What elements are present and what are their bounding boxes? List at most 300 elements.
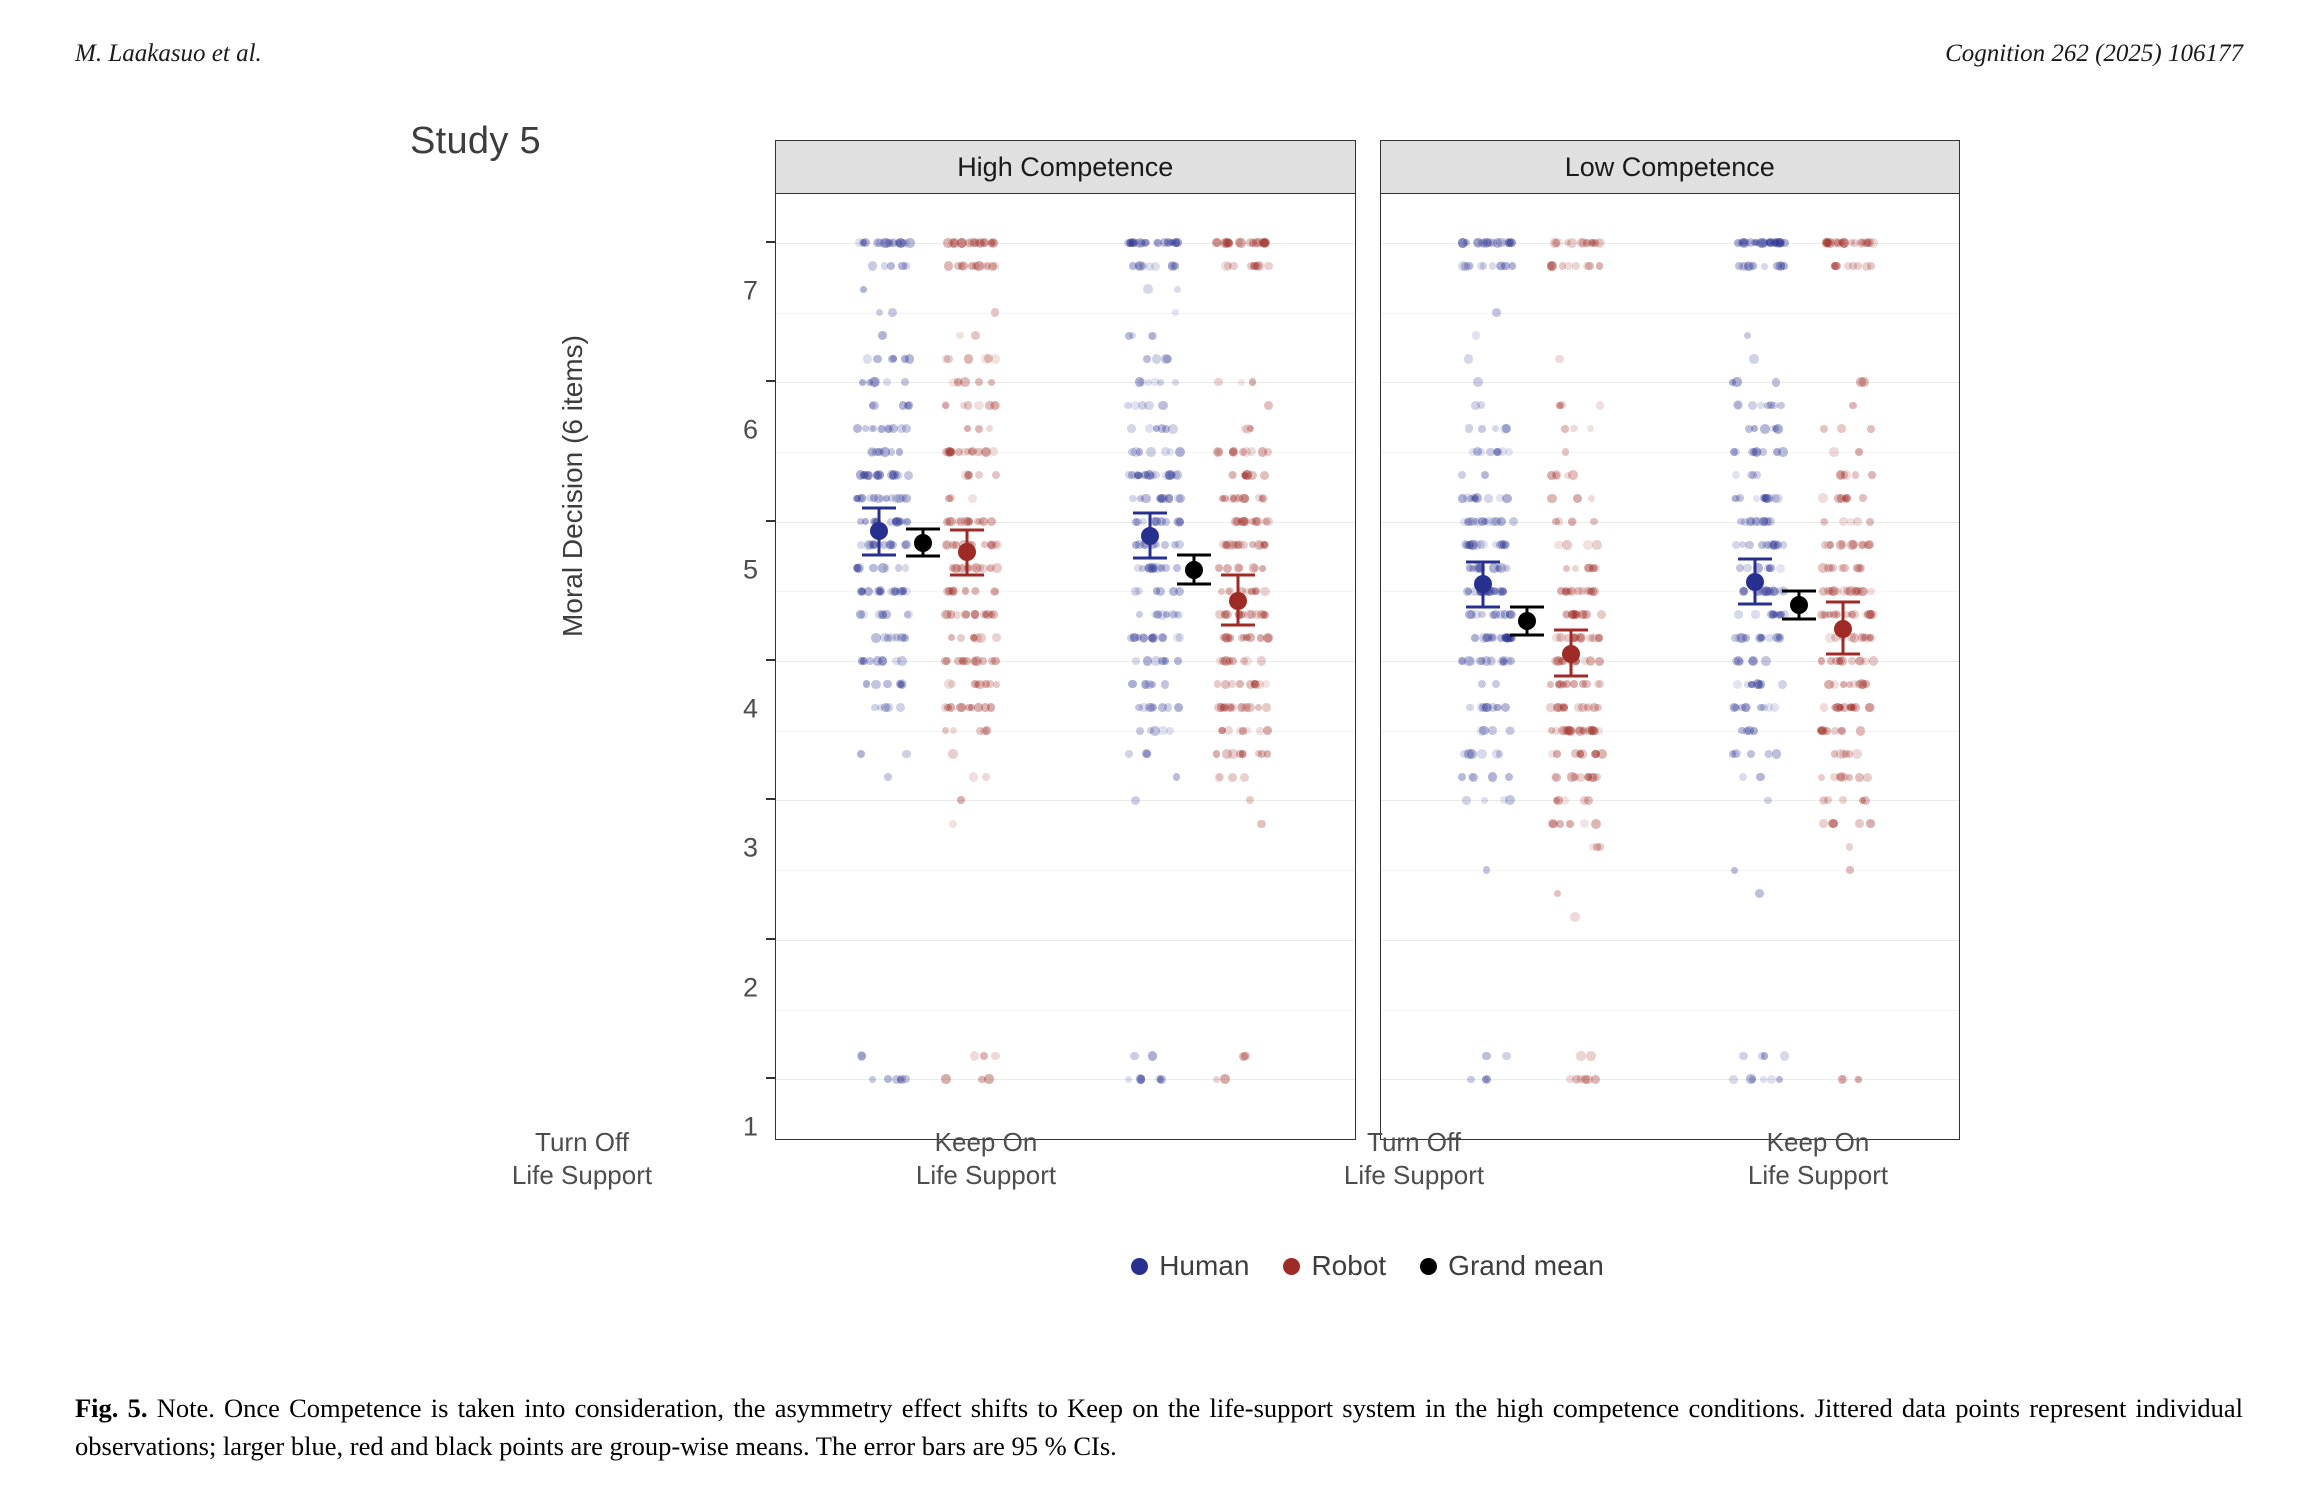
data-point [1165,470,1175,480]
data-point [1564,262,1572,270]
data-point [860,286,867,293]
y-tick-mark [766,938,775,940]
data-point [1246,680,1255,689]
data-point [1580,610,1588,618]
error-bar-cap [906,555,940,558]
data-point [1596,634,1604,642]
data-point [1777,402,1784,409]
data-point [1489,634,1496,641]
data-point [1262,703,1270,711]
data-point [901,634,909,642]
data-point [965,471,973,479]
data-point [1591,819,1601,829]
data-point [888,494,896,502]
data-point [987,564,994,571]
data-point [1584,704,1592,712]
data-point [954,262,963,271]
data-point [1502,634,1509,641]
data-point [1461,540,1470,549]
data-point [1735,262,1742,269]
data-point [1221,495,1229,503]
data-point [1254,540,1264,550]
y-axis-title: Moral Decision (6 items) [557,335,588,637]
data-point [1237,703,1246,712]
data-point [1479,633,1489,643]
data-point [1147,703,1157,713]
data-point [883,564,891,572]
data-point [1149,633,1159,643]
data-point [1859,680,1868,689]
data-point [1229,471,1237,479]
data-point [1472,540,1481,549]
data-point [1494,704,1501,711]
data-point [1767,540,1777,550]
data-point [1216,773,1225,782]
data-point [1556,402,1564,410]
data-point [1481,471,1490,480]
panel-low-competence [1380,140,1961,1140]
data-point [953,611,961,619]
data-point [947,703,955,711]
data-point [1236,680,1244,688]
data-point [1230,494,1240,504]
x-labels-panel [1212,1118,2020,1208]
data-point [1761,494,1769,502]
data-point [1175,611,1183,619]
data-point [1577,633,1586,642]
data-point [1464,262,1473,271]
data-point [1161,354,1170,363]
data-point [1242,472,1249,479]
data-point [1129,262,1137,270]
data-point [1828,819,1837,828]
data-point [1153,610,1162,619]
data-point [1463,493,1473,503]
data-point [887,541,894,548]
data-point [1557,633,1566,642]
data-point [976,564,983,571]
data-point [1235,564,1242,571]
data-point [1154,611,1162,619]
data-point [1135,704,1143,712]
data-point [1586,634,1594,642]
data-point [974,261,984,271]
data-point [1732,495,1739,502]
data-point [964,471,973,480]
data-point [1158,703,1167,712]
data-point [1553,703,1562,712]
data-point [980,1052,988,1060]
data-point [894,494,904,504]
data-point [1748,401,1757,410]
data-point [1867,634,1874,641]
data-point [1472,495,1480,503]
data-point [1742,703,1751,712]
data-point [1497,634,1505,642]
data-point [895,564,903,572]
data-point [1840,703,1849,712]
data-point [1176,494,1186,504]
data-point [1506,611,1514,619]
data-point [1866,819,1875,828]
data-point [1217,703,1225,711]
data-point [1458,261,1468,271]
data-point [893,471,901,479]
data-point [1145,424,1154,433]
data-point [1469,565,1476,572]
data-point [1477,262,1485,270]
data-point [1458,494,1467,503]
data-point [878,563,888,573]
data-point [1850,680,1858,688]
data-point [1172,541,1179,548]
data-point [1142,680,1151,689]
data-point [1228,540,1237,549]
data-point [1733,680,1742,689]
y-tick-label: 3 [742,832,758,863]
gridline-minor [776,313,1355,314]
data-point [1841,773,1849,781]
data-point [1741,703,1750,712]
data-point [1249,563,1258,572]
data-point [957,634,966,643]
data-point [1868,610,1877,619]
caption-label: Fig. 5. [75,1393,148,1423]
data-point [1149,332,1157,340]
data-point [892,633,901,642]
data-point [972,633,982,643]
y-tick-label: 7 [742,275,758,306]
data-point [1139,565,1146,572]
data-point [1744,681,1751,688]
data-point [886,540,895,549]
data-point [1141,494,1151,504]
data-point [1762,541,1769,548]
data-point [1478,611,1486,619]
data-point [1829,564,1838,573]
error-bar-cap [1510,605,1544,608]
data-point [1478,680,1486,688]
y-tick-mark [766,380,775,382]
data-point [1215,773,1224,782]
data-point [983,610,993,620]
data-point [1553,750,1560,757]
data-point [853,495,861,503]
data-point [853,495,860,502]
data-point [1228,704,1235,711]
data-point [1224,262,1232,270]
data-point [1836,704,1844,712]
gridline-minor [1381,731,1960,732]
data-point [1222,633,1232,643]
data-point [1576,633,1586,643]
data-point [1144,470,1154,480]
data-point [1228,680,1236,688]
data-point [884,634,892,642]
data-point [1839,541,1846,548]
error-bar-cap [1738,602,1772,605]
data-point [1560,703,1569,712]
data-point [1855,564,1864,573]
data-point [1553,472,1560,479]
data-point [1163,611,1170,618]
data-point [969,564,977,572]
data-point [1220,704,1228,712]
data-point [1764,564,1772,572]
data-point [1755,633,1765,643]
data-point [1570,425,1578,433]
data-point [1162,425,1170,433]
data-point [1135,262,1143,270]
data-point [1471,634,1479,642]
data-point [1748,681,1755,688]
data-point [1244,610,1254,620]
legend [775,1250,1960,1282]
data-point [1818,563,1828,573]
caption-text: Note. Once Competence is taken into consideration, the asymmetry effect shifts to Keep on the life-support system in the high competence conditions. Jittered data points represent individual observations; larger blue, red and black points are group-wise means. The error bars are 95 % CIs. [75,1393,2243,1461]
data-point [1143,284,1153,294]
data-point [1480,262,1488,270]
data-point [1771,494,1780,503]
data-point [1572,610,1581,619]
data-point [902,262,910,270]
gridline-major [1381,800,1960,801]
data-point [1502,541,1510,549]
data-point [1742,634,1750,642]
data-point [1769,541,1777,549]
data-point [974,681,981,688]
data-point [869,401,879,411]
gridline-major [1381,1079,1960,1080]
data-point [1584,773,1592,781]
data-point [888,355,896,363]
data-point [1255,704,1262,711]
data-point [961,610,971,620]
group-mean-point [1562,645,1580,663]
data-point [1255,494,1263,502]
data-point [1778,262,1785,269]
data-point [1578,749,1587,758]
data-point [1139,703,1149,713]
data-point [1760,494,1768,502]
data-point [1867,262,1876,271]
data-point [1838,540,1847,549]
data-point [988,541,996,549]
data-point [1730,703,1739,712]
data-point [1506,610,1515,619]
data-point [1467,610,1476,619]
data-point [1245,703,1254,712]
data-point [942,402,949,409]
error-bar-cap [862,506,896,509]
data-point [1496,610,1505,619]
data-point [1592,564,1600,572]
data-point [1843,611,1851,619]
data-point [1589,634,1597,642]
data-point [1743,564,1751,572]
data-point [904,471,913,480]
data-point [1235,494,1243,502]
data-point [1597,749,1607,759]
data-point [879,611,887,619]
data-point [1467,749,1477,759]
data-point [1821,611,1828,618]
data-point [1489,262,1497,270]
data-point [1259,495,1266,502]
data-point [958,703,967,712]
data-point [1771,611,1779,619]
data-point [1594,704,1602,712]
data-point [1760,424,1770,434]
data-point [864,540,874,550]
data-point [1764,541,1772,549]
data-point [965,704,973,712]
data-point [873,355,882,364]
data-point [1865,703,1875,713]
data-point [984,262,991,269]
data-point [863,354,872,363]
data-point [953,564,961,572]
data-point [1576,773,1585,782]
data-point [1747,750,1755,758]
data-point [860,471,868,479]
data-point [982,680,990,688]
data-point [1867,425,1875,433]
data-point [1596,262,1604,270]
data-point [1850,633,1860,643]
data-point [1500,424,1510,434]
data-point [1588,495,1595,502]
data-point [1546,703,1556,713]
data-point [1591,750,1599,758]
data-point [1247,425,1255,433]
panel-strip-label: High Competence [775,140,1356,193]
data-point [1135,634,1142,641]
data-point [1501,262,1509,270]
data-point [1763,494,1772,503]
data-point [1498,540,1507,549]
data-point [873,471,882,480]
data-point [964,401,972,409]
data-point [956,332,963,339]
data-point [1246,633,1255,642]
data-point [1831,704,1839,712]
data-point [993,541,1000,548]
data-point [1857,679,1867,689]
data-point [1591,633,1601,643]
data-point [948,680,956,688]
data-point [1163,355,1172,364]
data-point [1243,634,1250,641]
data-point [1465,610,1475,620]
data-point [1820,703,1828,711]
data-point [1242,470,1252,480]
legend-label: Grand mean [1448,1250,1604,1281]
data-point [1585,773,1593,781]
data-point [1215,564,1223,572]
data-point [1855,773,1864,782]
data-point [855,494,864,503]
data-point [1589,843,1596,850]
legend-label: Human [1159,1250,1250,1281]
data-point [1578,703,1587,712]
gridline-minor [1381,313,1960,314]
data-point [1732,749,1741,758]
data-point [1552,470,1561,479]
data-point [1576,1051,1585,1060]
data-point [1249,541,1256,548]
data-point [1489,611,1497,619]
data-point [1219,634,1226,641]
data-point [1482,703,1492,713]
data-point [1148,332,1156,340]
data-point [1239,611,1247,619]
data-point [1852,471,1859,478]
data-point [1125,471,1133,479]
data-point [1504,565,1511,572]
data-point [1739,541,1746,548]
data-point [1849,540,1858,549]
legend-item [1283,1250,1386,1282]
data-point [943,610,952,619]
data-point [1849,610,1859,620]
data-point [1854,262,1862,270]
data-point [1264,401,1274,411]
data-point [1162,471,1171,480]
data-point [1148,634,1156,642]
data-point [1152,471,1160,479]
x-tick-label: Turn Off Life Support [1343,1127,1485,1191]
data-point [1172,471,1179,478]
data-point [858,1052,867,1061]
data-point [1855,680,1863,688]
data-point [945,495,952,502]
y-tick-mark [766,798,775,800]
data-point [1773,424,1783,434]
data-point [1761,1052,1768,1059]
data-point [1547,471,1556,480]
data-point [1766,564,1775,573]
data-point [1147,470,1157,480]
panel-container [775,140,1960,1140]
data-point [1168,261,1177,270]
data-point [968,262,976,270]
data-point [1757,634,1765,642]
data-point [1829,819,1838,828]
data-point [863,471,872,480]
data-point [875,610,884,619]
data-point [951,564,960,573]
x-axis-tick-labels [380,1118,2020,1208]
data-point [1833,703,1843,713]
data-point [1458,773,1466,781]
data-point [1502,1052,1511,1061]
data-point [1866,610,1875,619]
data-point [904,611,912,619]
data-point [1135,540,1144,549]
data-point [1239,750,1247,758]
data-point [1223,541,1231,549]
data-point [889,471,897,479]
gridline-minor [776,1010,1355,1011]
data-point [1866,610,1875,619]
data-point [1780,262,1788,270]
data-point [1567,772,1577,782]
gridline-major [776,800,1355,801]
data-point [1247,471,1256,480]
data-point [1502,564,1509,571]
data-point [980,610,988,618]
